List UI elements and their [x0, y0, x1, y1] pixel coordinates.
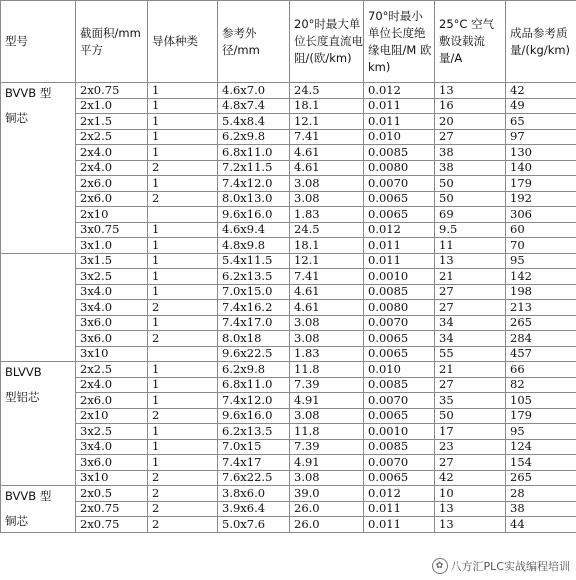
table-row — [1, 222, 576, 238]
table-cell: 2x0.75 — [76, 517, 148, 533]
table-cell: 0.010 — [364, 129, 435, 145]
table-row — [1, 501, 576, 517]
table-row — [1, 98, 576, 114]
table-cell: 1 — [148, 315, 218, 331]
table-cell: 38 — [506, 501, 576, 517]
table-row — [1, 315, 576, 331]
table-cell: 1 — [148, 129, 218, 145]
table-cell: 9.5 — [435, 222, 506, 238]
table-cell: 6.8x11.0 — [218, 377, 290, 393]
table-cell: 3.08 — [290, 315, 364, 331]
table-cell: 192 — [506, 191, 576, 207]
table-cell: 0.011 — [364, 114, 435, 130]
table-cell: 35 — [435, 393, 506, 409]
table-cell: 12.1 — [290, 253, 364, 269]
table-cell: 7.4x12.0 — [218, 393, 290, 409]
table-cell: 124 — [506, 439, 576, 455]
table-cell: 2x1.0 — [76, 98, 148, 114]
table-cell: 24.5 — [290, 222, 364, 238]
table-cell: 0.0065 — [364, 346, 435, 362]
table-cell: 7.4x16.2 — [218, 300, 290, 316]
table-cell: 0.011 — [364, 238, 435, 254]
table-cell: 0.0070 — [364, 393, 435, 409]
table-cell: 23 — [435, 439, 506, 455]
table-cell: 27 — [435, 129, 506, 145]
table-cell: 2x4.0 — [76, 145, 148, 161]
table-cell: 3x4.0 — [76, 284, 148, 300]
table-cell: 0.0085 — [364, 145, 435, 161]
model-type-line2: 铜芯 — [5, 514, 28, 528]
table-cell: 0.012 — [364, 486, 435, 502]
table-cell: 3.8x6.0 — [218, 486, 290, 502]
table-cell: 284 — [506, 331, 576, 347]
table-cell: 3.9x6.4 — [218, 501, 290, 517]
table-cell: 1 — [148, 362, 218, 378]
table-cell: 265 — [506, 315, 576, 331]
table-cell: 3.08 — [290, 191, 364, 207]
table-cell: 179 — [506, 408, 576, 424]
table-cell: 4.61 — [290, 145, 364, 161]
table-row — [1, 253, 576, 269]
table-cell: 2 — [148, 408, 218, 424]
table-cell: 4.8x7.4 — [218, 98, 290, 114]
table-cell: 27 — [435, 377, 506, 393]
table-cell: 2 — [148, 300, 218, 316]
column-header: 20°时最大单位长度直流电阻/(欧/km) — [290, 1, 364, 83]
table-cell: 7.4x17 — [218, 455, 290, 471]
table-row — [1, 439, 576, 455]
column-header: 25°C 空气敷设载流量/A — [435, 1, 506, 83]
table-cell: 5.0x7.6 — [218, 517, 290, 533]
table-cell: 2x6.0 — [76, 191, 148, 207]
table-cell: 39.0 — [290, 486, 364, 502]
table-cell: 1 — [148, 145, 218, 161]
table-cell: 97 — [506, 129, 576, 145]
table-cell: 3x2.5 — [76, 424, 148, 440]
table-row — [1, 238, 576, 254]
table-cell: 3x6.0 — [76, 455, 148, 471]
header-row — [1, 1, 576, 83]
table-cell: 2 — [148, 470, 218, 486]
table-cell: 0.0065 — [364, 331, 435, 347]
table-cell: 95 — [506, 253, 576, 269]
column-header: 成品参考质量/(kg/km) — [506, 1, 576, 83]
model-type-cell — [1, 362, 76, 486]
table-cell: 6.2x13.5 — [218, 269, 290, 285]
table-cell: 0.0070 — [364, 176, 435, 192]
table-cell: 105 — [506, 393, 576, 409]
table-cell: 4.8x9.8 — [218, 238, 290, 254]
table-cell: 1 — [148, 269, 218, 285]
table-cell: 7.0x15 — [218, 439, 290, 455]
table-cell: 265 — [506, 470, 576, 486]
table-cell: 3x4.0 — [76, 300, 148, 316]
model-type-cell — [1, 253, 76, 362]
table-cell: 2x1.5 — [76, 114, 148, 130]
table-cell: 2x0.75 — [76, 501, 148, 517]
table-cell: 95 — [506, 424, 576, 440]
table-cell: 4.61 — [290, 160, 364, 176]
table-cell: 2 — [148, 501, 218, 517]
table-cell: 1.83 — [290, 207, 364, 223]
table-cell: 26.0 — [290, 501, 364, 517]
table-cell: 7.4x17.0 — [218, 315, 290, 331]
table-cell: 28 — [506, 486, 576, 502]
table-row — [1, 145, 576, 161]
table-cell: 13 — [435, 253, 506, 269]
table-row — [1, 300, 576, 316]
table-cell: 2x4.0 — [76, 160, 148, 176]
table-cell: 0.0065 — [364, 470, 435, 486]
table-cell: 3x6.0 — [76, 315, 148, 331]
table-cell: 3x2.5 — [76, 269, 148, 285]
table-cell: 0.0010 — [364, 424, 435, 440]
table-cell: 2x2.5 — [76, 129, 148, 145]
model-type-cell — [1, 83, 76, 254]
table-cell: 38 — [435, 145, 506, 161]
table-cell: 1 — [148, 424, 218, 440]
table-cell: 0.010 — [364, 362, 435, 378]
table-row — [1, 331, 576, 347]
table-cell: 7.39 — [290, 439, 364, 455]
table-cell: 50 — [435, 176, 506, 192]
table-cell: 7.4x12.0 — [218, 176, 290, 192]
table-cell: 0.012 — [364, 222, 435, 238]
table-cell: 3x1.5 — [76, 253, 148, 269]
table-cell: 7.41 — [290, 269, 364, 285]
table-cell: 4.6x7.0 — [218, 83, 290, 99]
table-cell: 3x0.75 — [76, 222, 148, 238]
table-cell: 17 — [435, 424, 506, 440]
table-cell: 0.0065 — [364, 207, 435, 223]
table-row — [1, 114, 576, 130]
table-cell: 213 — [506, 300, 576, 316]
table-cell: 457 — [506, 346, 576, 362]
table-row — [1, 424, 576, 440]
table-row — [1, 207, 576, 223]
table-cell: 69 — [435, 207, 506, 223]
table-cell: 2x10 — [76, 207, 148, 223]
table-cell: 1 — [148, 176, 218, 192]
table-cell: 70 — [506, 238, 576, 254]
table-cell: 8.0x18 — [218, 331, 290, 347]
table-cell: 306 — [506, 207, 576, 223]
table-cell: 3x4.0 — [76, 439, 148, 455]
table-row — [1, 393, 576, 409]
table-cell: 3x6.0 — [76, 331, 148, 347]
table-row — [1, 517, 576, 533]
table-cell: 7.6x22.5 — [218, 470, 290, 486]
table-cell — [148, 346, 218, 362]
table-cell: 7.39 — [290, 377, 364, 393]
table-cell: 2 — [148, 191, 218, 207]
table-cell: 0.0070 — [364, 455, 435, 471]
table-row — [1, 191, 576, 207]
column-header: 导体种类 — [148, 1, 218, 83]
table-cell: 3.08 — [290, 331, 364, 347]
table-cell: 10 — [435, 486, 506, 502]
table-body — [1, 83, 576, 533]
table-cell: 4.6x9.4 — [218, 222, 290, 238]
table-cell: 1 — [148, 253, 218, 269]
table-row — [1, 362, 576, 378]
table-cell: 2 — [148, 517, 218, 533]
table-cell: 0.0080 — [364, 300, 435, 316]
table-row — [1, 455, 576, 471]
table-cell: 1 — [148, 455, 218, 471]
table-cell: 11.8 — [290, 424, 364, 440]
table-row — [1, 160, 576, 176]
table-cell: 7.0x15.0 — [218, 284, 290, 300]
column-header: 型号 — [1, 1, 76, 83]
table-cell: 198 — [506, 284, 576, 300]
table-cell: 13 — [435, 83, 506, 99]
table-cell: 0.011 — [364, 98, 435, 114]
table-cell: 0.0085 — [364, 284, 435, 300]
table-cell: 6.8x11.0 — [218, 145, 290, 161]
table-cell: 0.0070 — [364, 315, 435, 331]
table-cell: 4.91 — [290, 393, 364, 409]
table-cell: 82 — [506, 377, 576, 393]
table-cell: 0.0080 — [364, 160, 435, 176]
table-cell: 5.4x11.5 — [218, 253, 290, 269]
model-type-line2: 型铝芯 — [5, 390, 40, 404]
table-row — [1, 269, 576, 285]
table-cell: 2x0.5 — [76, 486, 148, 502]
table-cell: 50 — [435, 191, 506, 207]
table-cell: 20 — [435, 114, 506, 130]
watermark — [432, 558, 570, 574]
table-cell: 4.61 — [290, 300, 364, 316]
table-row — [1, 129, 576, 145]
table-cell: 11.8 — [290, 362, 364, 378]
table-cell: 2 — [148, 486, 218, 502]
table-cell: 18.1 — [290, 238, 364, 254]
table-cell: 0.012 — [364, 83, 435, 99]
model-type-cell — [1, 486, 76, 533]
table-cell: 26.0 — [290, 517, 364, 533]
table-cell: 1 — [148, 377, 218, 393]
table-cell: 0.011 — [364, 253, 435, 269]
table-cell: 3x10 — [76, 346, 148, 362]
table-cell: 11 — [435, 238, 506, 254]
model-type-line1: BVVB 型 — [5, 489, 52, 503]
table-cell: 142 — [506, 269, 576, 285]
table-cell: 0.011 — [364, 501, 435, 517]
table-cell: 38 — [435, 160, 506, 176]
table-cell: 1 — [148, 222, 218, 238]
model-type-line1: BVVB 型 — [5, 86, 52, 100]
table-cell: 0.011 — [364, 517, 435, 533]
model-type-line2: 铜芯 — [5, 111, 28, 125]
table-cell: 9.6x16.0 — [218, 207, 290, 223]
table-cell: 4.61 — [290, 284, 364, 300]
table-cell: 154 — [506, 455, 576, 471]
table-cell: 179 — [506, 176, 576, 192]
table-cell: 6.2x9.8 — [218, 362, 290, 378]
table-cell: 2x6.0 — [76, 393, 148, 409]
table-cell: 27 — [435, 300, 506, 316]
table-cell: 50 — [435, 408, 506, 424]
table-cell: 13 — [435, 501, 506, 517]
table-cell: 42 — [435, 470, 506, 486]
table-cell: 1 — [148, 439, 218, 455]
table-cell: 1 — [148, 284, 218, 300]
table-cell: 55 — [435, 346, 506, 362]
table-cell: 1 — [148, 393, 218, 409]
table-row — [1, 470, 576, 486]
table-cell: 2x0.75 — [76, 83, 148, 99]
table-cell — [148, 207, 218, 223]
table-cell: 2x2.5 — [76, 362, 148, 378]
table-row — [1, 346, 576, 362]
table-cell: 2x6.0 — [76, 176, 148, 192]
table-cell: 3.08 — [290, 176, 364, 192]
wechat-icon: ✿ — [432, 558, 448, 574]
table-cell: 1 — [148, 114, 218, 130]
table-cell: 27 — [435, 284, 506, 300]
table-cell: 1 — [148, 238, 218, 254]
table-row — [1, 176, 576, 192]
table-cell: 13 — [435, 517, 506, 533]
table-cell: 7.2x11.5 — [218, 160, 290, 176]
table-cell: 5.4x8.4 — [218, 114, 290, 130]
column-header: 70°时最小单位长度绝缘电阻/M 欧 km) — [364, 1, 435, 83]
table-cell: 66 — [506, 362, 576, 378]
table-cell: 0.0065 — [364, 408, 435, 424]
table-cell: 34 — [435, 315, 506, 331]
table-cell: 60 — [506, 222, 576, 238]
table-cell: 0.0085 — [364, 439, 435, 455]
table-cell: 6.2x13.5 — [218, 424, 290, 440]
table-cell: 9.6x16.0 — [218, 408, 290, 424]
table-cell: 0.0065 — [364, 191, 435, 207]
table-cell: 4.91 — [290, 455, 364, 471]
table-row — [1, 486, 576, 502]
table-cell: 8.0x13.0 — [218, 191, 290, 207]
table-cell: 1.83 — [290, 346, 364, 362]
table-cell: 1 — [148, 98, 218, 114]
table-cell: 2x4.0 — [76, 377, 148, 393]
table-cell: 9.6x22.5 — [218, 346, 290, 362]
table-row — [1, 284, 576, 300]
table-row — [1, 377, 576, 393]
table-cell: 18.1 — [290, 98, 364, 114]
table-cell: 65 — [506, 114, 576, 130]
watermark-text: 八方汇PLC实战编程培训 — [450, 560, 570, 573]
table-cell: 27 — [435, 455, 506, 471]
table-cell: 44 — [506, 517, 576, 533]
table-cell: 42 — [506, 83, 576, 99]
column-header: 截面积/mm 平方 — [76, 1, 148, 83]
table-cell: 1 — [148, 83, 218, 99]
table-cell: 130 — [506, 145, 576, 161]
table-cell: 3.08 — [290, 470, 364, 486]
table-cell: 12.1 — [290, 114, 364, 130]
table-cell: 6.2x9.8 — [218, 129, 290, 145]
table-row — [1, 83, 576, 99]
table-cell: 24.5 — [290, 83, 364, 99]
model-type-line1: BLVVB — [5, 365, 42, 379]
table-cell: 49 — [506, 98, 576, 114]
table-cell: 3x10 — [76, 470, 148, 486]
table-cell: 2 — [148, 331, 218, 347]
column-header: 参考外径/mm — [218, 1, 290, 83]
table-cell: 21 — [435, 362, 506, 378]
table-cell: 7.41 — [290, 129, 364, 145]
table-cell: 2x10 — [76, 408, 148, 424]
table-cell: 16 — [435, 98, 506, 114]
table-cell: 34 — [435, 331, 506, 347]
table-cell: 3.08 — [290, 408, 364, 424]
table-cell: 0.0010 — [364, 269, 435, 285]
table-cell: 0.0085 — [364, 377, 435, 393]
table-cell: 3x1.0 — [76, 238, 148, 254]
table-cell: 21 — [435, 269, 506, 285]
table-cell: 140 — [506, 160, 576, 176]
table-row — [1, 408, 576, 424]
table-cell: 2 — [148, 160, 218, 176]
